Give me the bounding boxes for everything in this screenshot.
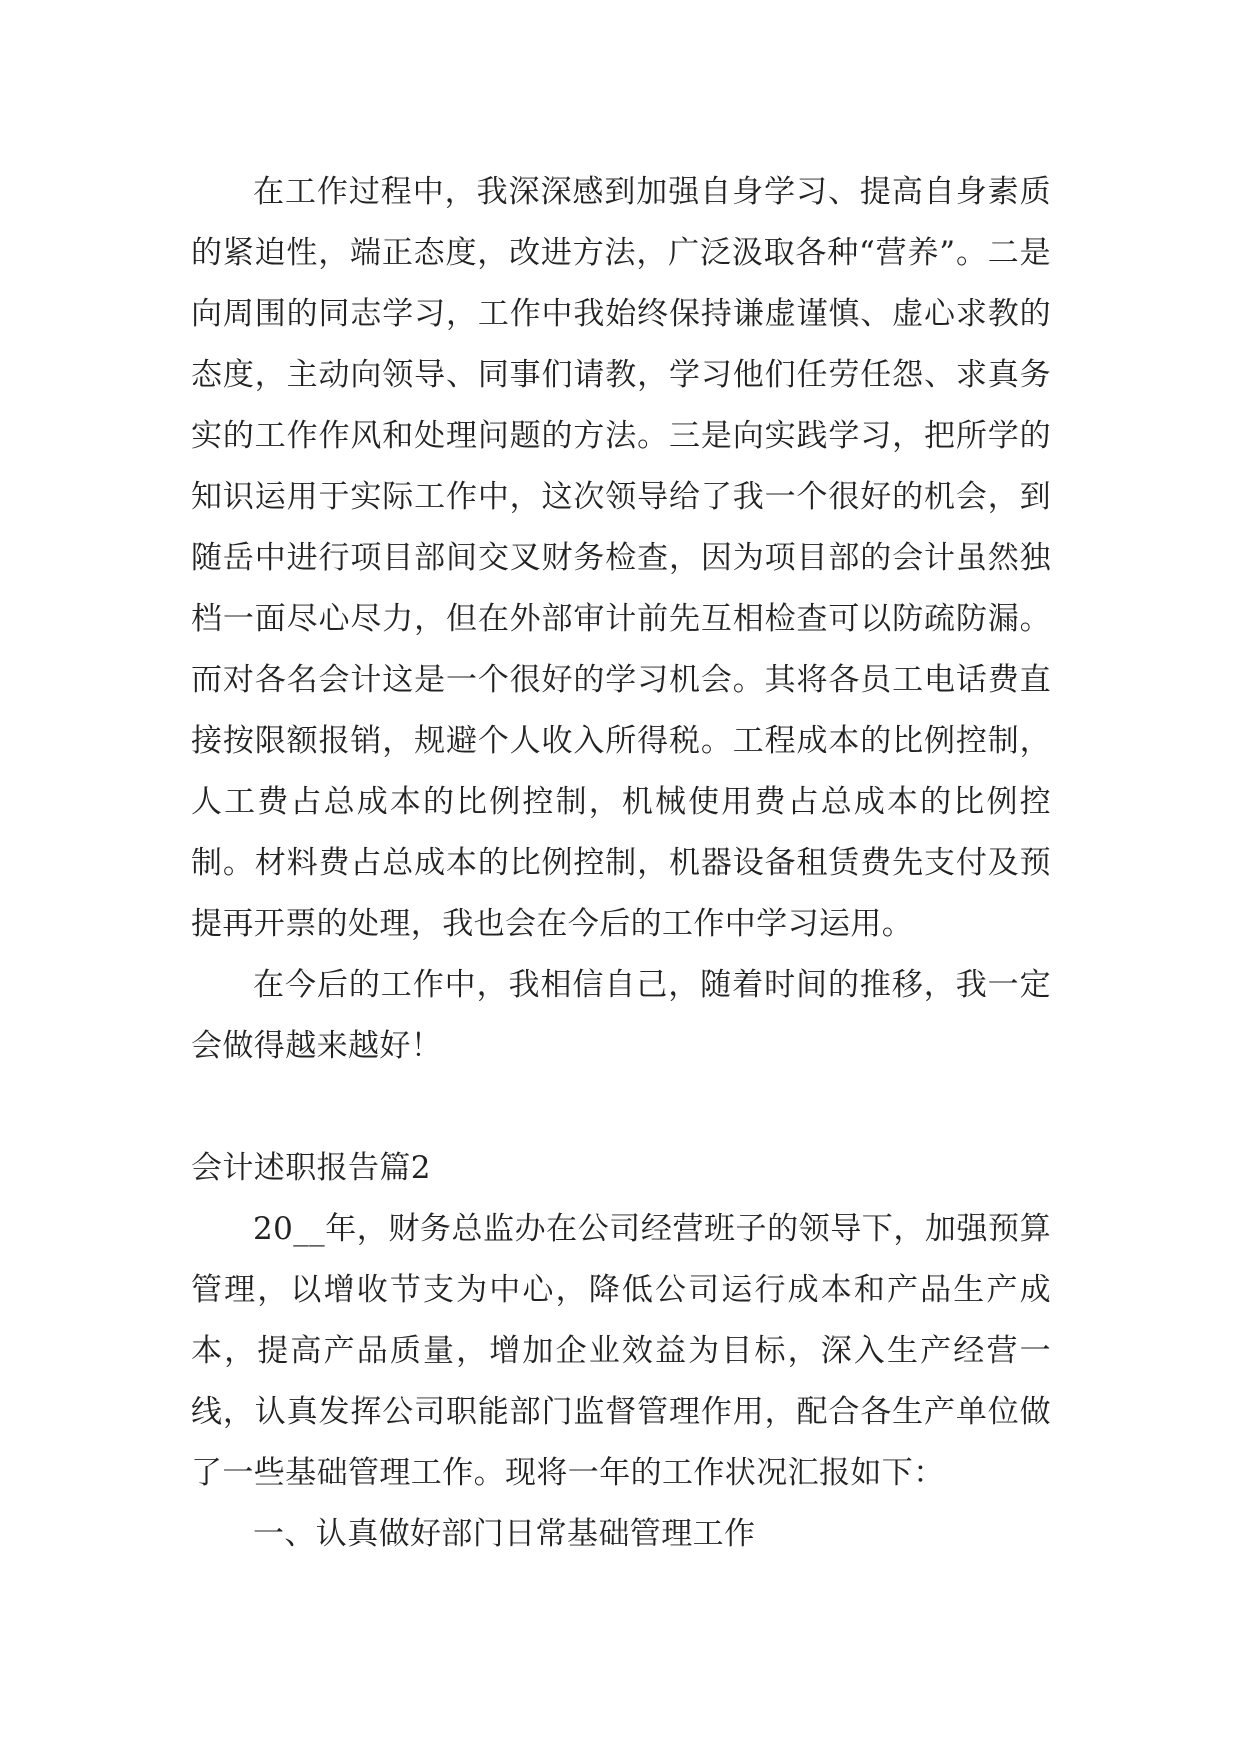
paragraph-heading-one: 一、认真做好部门日常基础管理工作 [253, 1516, 756, 1552]
section-title: 会计述职报告篇2 [191, 1150, 431, 1186]
paragraph-future-confidence: 在今后的工作中，我相信自己，随着时间的推移，我一定会做得越来越好！ [191, 967, 1051, 1064]
document-body [191, 162, 1051, 1565]
paragraph-study-experience: 在工作过程中，我深深感到加强自身学习、提高自身素质的紧迫性，端正态度，改进方法，广泛汲取各种“营养”。二是向周围的同志学习，工作中我始终保持谦虚谨慎、虚心求教的态度，主动向领导、同事们请教，学习他们任劳任怨、求真务实的工作作风和处理问题的方法。三是向实践学习，把所学的知识运用于实际工作中，这次领导给了我一个很好的机会，到随岳中进行项目部间交叉财务检查，因为项目部的会计虽然独档一面尽心尽力，但在外部审计前先互相检查可以防疏防漏。而对各名会计这是一个很好的学习机会。其将各员工电话费直接按限额报销，规避个人收入所得税。工程成本的比例控制，人工费占总成本的比例控制，机械使用费占总成本的比例控制。材料费占总成本的比例控制，机器设备租赁费先支付及预提再开票的处理，我也会在今后的工作中学习运用。 [191, 174, 1051, 942]
paragraph-annual-summary: 20__年，财务总监办在公司经营班子的领导下，加强预算管理，以增收节支为中心，降低公司运行成本和产品生产成本，提高产品质量，增加企业效益为目标，深入生产经营一线，认真发挥公司职能部门监督管理作用，配合各生产单位做了一些基础管理工作。现将一年的工作状况汇报如下： [191, 1211, 1051, 1491]
